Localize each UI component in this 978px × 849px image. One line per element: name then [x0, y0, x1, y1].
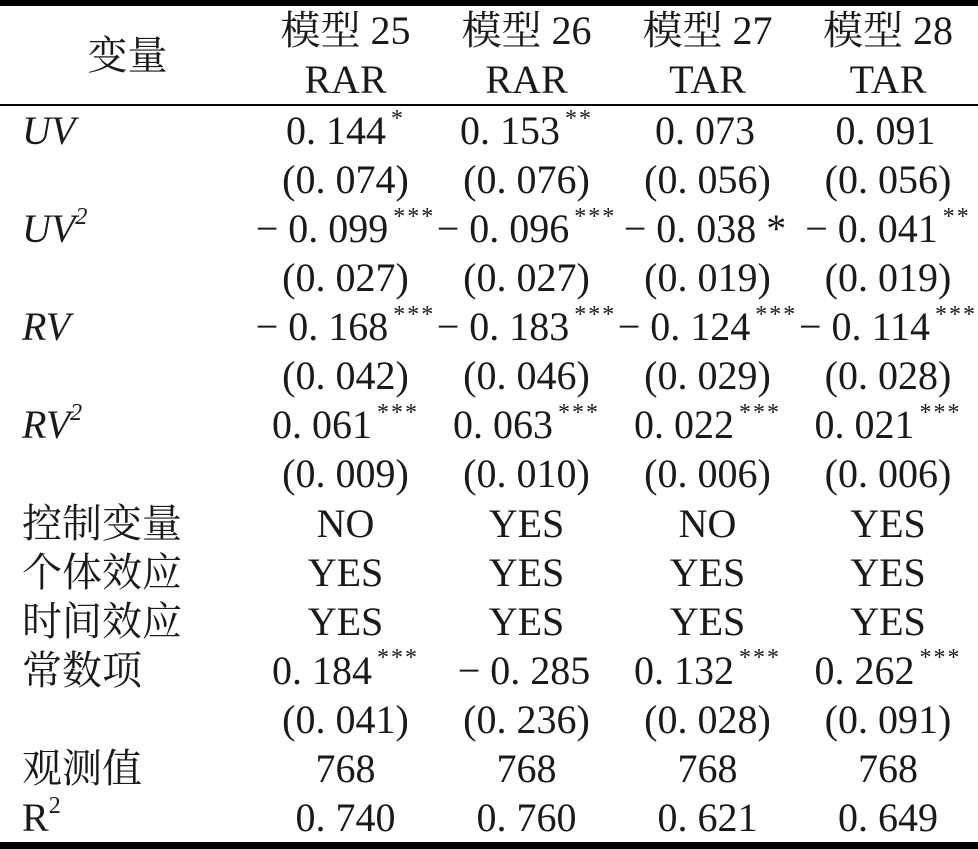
- value-cell: [255, 744, 436, 793]
- coef-value: 0. 073: [655, 108, 755, 154]
- row-label: 观测值: [22, 745, 142, 791]
- model-method: RAR: [485, 57, 568, 102]
- value-cell: [436, 548, 617, 597]
- value-cell: [617, 744, 798, 793]
- se-cell: [617, 155, 798, 204]
- coef-value: − 0. 038 *: [623, 206, 787, 252]
- table-row-rv-se: [0, 351, 978, 400]
- cell-value: 0. 649: [838, 794, 938, 840]
- significance-stars: **: [942, 203, 971, 230]
- coef-value: − 0. 285: [457, 647, 591, 693]
- se-value: (0. 029): [644, 353, 771, 399]
- significance-stars: **: [565, 105, 593, 132]
- header-cell-model-28: [798, 3, 978, 55]
- row-label-cell: [0, 597, 255, 646]
- value-cell: [617, 793, 798, 846]
- coef-cell: [436, 302, 617, 351]
- coef-value: 0. 184: [272, 647, 372, 693]
- coef-value: 0. 061: [272, 402, 372, 448]
- table-row-time-effects: [0, 597, 978, 646]
- coef-cell: [617, 105, 798, 155]
- value-cell: [798, 548, 978, 597]
- model-name: 模型 27: [642, 8, 773, 53]
- row-label-cell: [0, 302, 255, 351]
- se-cell: [798, 449, 978, 498]
- empty-label-cell: [0, 253, 255, 302]
- empty-label-cell: [0, 449, 255, 498]
- cell-value: YES: [488, 598, 565, 644]
- coef-cell: [255, 400, 436, 449]
- significance-stars: ***: [574, 203, 617, 230]
- coef-cell: [798, 646, 978, 695]
- value-cell: [436, 793, 617, 846]
- coef-cell: [617, 646, 798, 695]
- table-row-rv2-se: [0, 449, 978, 498]
- se-value: (0. 028): [644, 696, 771, 742]
- significance-stars: ***: [574, 301, 617, 328]
- cell-value: 768: [677, 745, 738, 791]
- se-value: (0. 041): [282, 696, 409, 742]
- cell-value: YES: [850, 500, 926, 546]
- se-cell: [255, 253, 436, 302]
- se-cell: [255, 155, 436, 204]
- row-label-cell: [0, 105, 255, 155]
- row-label-cell: [0, 646, 255, 695]
- significance-stars: ***: [935, 301, 978, 328]
- variable-label: RV: [22, 402, 71, 448]
- se-value: (0. 027): [463, 255, 590, 301]
- cell-value: YES: [850, 549, 926, 595]
- table-row-uv2-se: [0, 253, 978, 302]
- variable-label: RV: [22, 304, 71, 350]
- se-value: (0. 236): [463, 696, 590, 742]
- se-cell: [798, 155, 978, 204]
- value-cell: [255, 793, 436, 846]
- significance-stars: *: [391, 105, 405, 132]
- table-row-constant-se: [0, 695, 978, 744]
- variable-exponent: 2: [70, 400, 83, 427]
- value-cell: [436, 597, 617, 646]
- value-cell: [798, 597, 978, 646]
- coef-cell: [255, 646, 436, 695]
- cell-value: YES: [669, 598, 746, 644]
- cell-value: 768: [496, 745, 557, 791]
- cell-value: 768: [858, 745, 918, 791]
- table-row-rv2-coef: [0, 400, 978, 449]
- header-cell-method: [798, 55, 978, 105]
- se-cell: [436, 695, 617, 744]
- cell-value: YES: [307, 549, 384, 595]
- coef-value: 0. 144: [286, 108, 386, 154]
- cell-value: 768: [315, 745, 376, 791]
- header-cell-model-27: [617, 3, 798, 55]
- coef-value: 0. 132: [634, 647, 734, 693]
- coef-cell: [798, 204, 978, 253]
- se-cell: [255, 449, 436, 498]
- row-label-cell: [0, 744, 255, 793]
- se-value: (0. 019): [824, 255, 952, 301]
- coef-cell: [617, 302, 798, 351]
- coef-value: − 0. 183: [436, 304, 570, 350]
- cell-value: YES: [488, 549, 565, 595]
- value-cell: [617, 499, 798, 548]
- value-cell: [617, 597, 798, 646]
- coef-value: 0. 063: [453, 402, 553, 448]
- header-cell-model-25: [255, 3, 436, 55]
- se-cell: [798, 695, 978, 744]
- se-cell: [436, 253, 617, 302]
- coef-value: 0. 091: [835, 108, 936, 154]
- row-label-cell: [0, 204, 255, 253]
- se-value: (0. 091): [824, 696, 952, 742]
- coef-cell: [436, 105, 617, 155]
- cell-value: 0. 740: [295, 794, 396, 840]
- empty-label-cell: [0, 351, 255, 400]
- variable-header-label: 变量: [87, 32, 168, 78]
- coef-value: − 0. 114: [798, 304, 931, 350]
- se-cell: [617, 449, 798, 498]
- table-header: [0, 3, 978, 105]
- header-cell-variable: [0, 3, 255, 105]
- variable-label: UV: [22, 108, 76, 154]
- coef-value: 0. 021: [814, 402, 915, 448]
- model-method: TAR: [849, 57, 927, 102]
- se-value: (0. 056): [824, 157, 952, 203]
- cell-value: NO: [316, 500, 375, 546]
- significance-stars: ***: [919, 645, 962, 672]
- se-value: (0. 046): [463, 353, 590, 399]
- value-cell: [617, 548, 798, 597]
- se-cell: [798, 351, 978, 400]
- coef-value: − 0. 168: [255, 304, 389, 350]
- significance-stars: ***: [739, 400, 781, 427]
- coef-value: 0. 262: [814, 647, 915, 693]
- se-value: (0. 076): [463, 157, 590, 203]
- se-cell: [255, 351, 436, 400]
- header-row-models: [0, 3, 978, 55]
- significance-stars: ***: [558, 400, 600, 427]
- se-value: (0. 006): [644, 451, 771, 497]
- row-label-exponent: 2: [48, 792, 61, 819]
- se-value: (0. 010): [463, 451, 590, 497]
- model-name: 模型 26: [461, 8, 592, 53]
- significance-stars: ***: [919, 400, 962, 427]
- table-row-controls: [0, 499, 978, 548]
- coef-cell: [255, 204, 436, 253]
- table-row-constant-coef: [0, 646, 978, 695]
- value-cell: [798, 499, 978, 548]
- coef-cell: [436, 400, 617, 449]
- value-cell: [798, 793, 978, 846]
- header-cell-method: [255, 55, 436, 105]
- table-row-uv2-coef: [0, 204, 978, 253]
- significance-stars: ***: [377, 645, 419, 672]
- se-value: (0. 027): [282, 255, 409, 301]
- se-cell: [617, 695, 798, 744]
- cell-value: YES: [307, 598, 384, 644]
- row-label: 控制变量: [22, 500, 182, 546]
- coef-cell: [617, 204, 798, 253]
- se-cell: [436, 449, 617, 498]
- table-row-observations: [0, 744, 978, 793]
- se-cell: [617, 351, 798, 400]
- header-cell-method: [617, 55, 798, 105]
- row-label-cell: [0, 499, 255, 548]
- significance-stars: ***: [393, 301, 436, 328]
- coef-cell: [798, 302, 978, 351]
- model-method: TAR: [669, 57, 746, 102]
- cell-value: YES: [850, 598, 926, 644]
- cell-value: 0. 760: [476, 794, 577, 840]
- row-label-cell: [0, 400, 255, 449]
- variable-label: UV: [22, 206, 76, 252]
- coef-value: − 0. 041: [805, 206, 938, 252]
- table-row-individual-effects: [0, 548, 978, 597]
- coef-cell: [436, 646, 617, 695]
- value-cell: [255, 597, 436, 646]
- se-value: (0. 056): [644, 157, 771, 203]
- cell-value: YES: [488, 500, 565, 546]
- significance-stars: ***: [755, 301, 798, 328]
- coef-value: − 0. 099: [255, 206, 389, 252]
- coef-value: − 0. 096: [436, 206, 570, 252]
- table-row-rv-coef: [0, 302, 978, 351]
- se-value: (0. 006): [824, 451, 952, 497]
- se-cell: [436, 155, 617, 204]
- coef-cell: [798, 400, 978, 449]
- variable-exponent: 2: [75, 203, 88, 230]
- cell-value: NO: [678, 500, 737, 546]
- coef-value: 0. 153: [460, 108, 560, 154]
- coef-cell: [255, 105, 436, 155]
- model-name: 模型 25: [280, 8, 411, 53]
- se-value: (0. 019): [644, 255, 771, 301]
- row-label-cell: [0, 793, 255, 846]
- table-body: [0, 105, 978, 846]
- coef-value: 0. 022: [634, 402, 734, 448]
- table-row-uv-coef: [0, 105, 978, 155]
- value-cell: [436, 499, 617, 548]
- value-cell: [436, 744, 617, 793]
- coef-cell: [436, 204, 617, 253]
- coef-cell: [255, 302, 436, 351]
- cell-value: YES: [669, 549, 746, 595]
- se-value: (0. 028): [824, 353, 952, 399]
- se-cell: [617, 253, 798, 302]
- significance-stars: ***: [739, 645, 781, 672]
- significance-stars: ***: [377, 400, 419, 427]
- cell-value: 0. 621: [657, 794, 758, 840]
- header-cell-method: [436, 55, 617, 105]
- coef-cell: [798, 105, 978, 155]
- empty-label-cell: [0, 155, 255, 204]
- table-row-r-squared: [0, 793, 978, 846]
- coef-cell: [617, 400, 798, 449]
- row-label: 个体效应: [22, 549, 182, 595]
- se-value: (0. 042): [282, 353, 409, 399]
- header-cell-model-26: [436, 3, 617, 55]
- coef-value: − 0. 124: [617, 304, 751, 350]
- model-method: RAR: [304, 57, 387, 102]
- table-row-uv-se: [0, 155, 978, 204]
- model-name: 模型 28: [823, 8, 953, 53]
- se-value: (0. 074): [282, 157, 409, 203]
- se-value: (0. 009): [282, 451, 409, 497]
- value-cell: [255, 499, 436, 548]
- significance-stars: ***: [393, 203, 436, 230]
- empty-label-cell: [0, 695, 255, 744]
- se-cell: [436, 351, 617, 400]
- value-cell: [798, 744, 978, 793]
- row-label: 常数项: [22, 647, 142, 693]
- se-cell: [798, 253, 978, 302]
- row-label: R: [22, 794, 49, 840]
- row-label-cell: [0, 548, 255, 597]
- row-label: 时间效应: [22, 598, 182, 644]
- value-cell: [255, 548, 436, 597]
- se-cell: [255, 695, 436, 744]
